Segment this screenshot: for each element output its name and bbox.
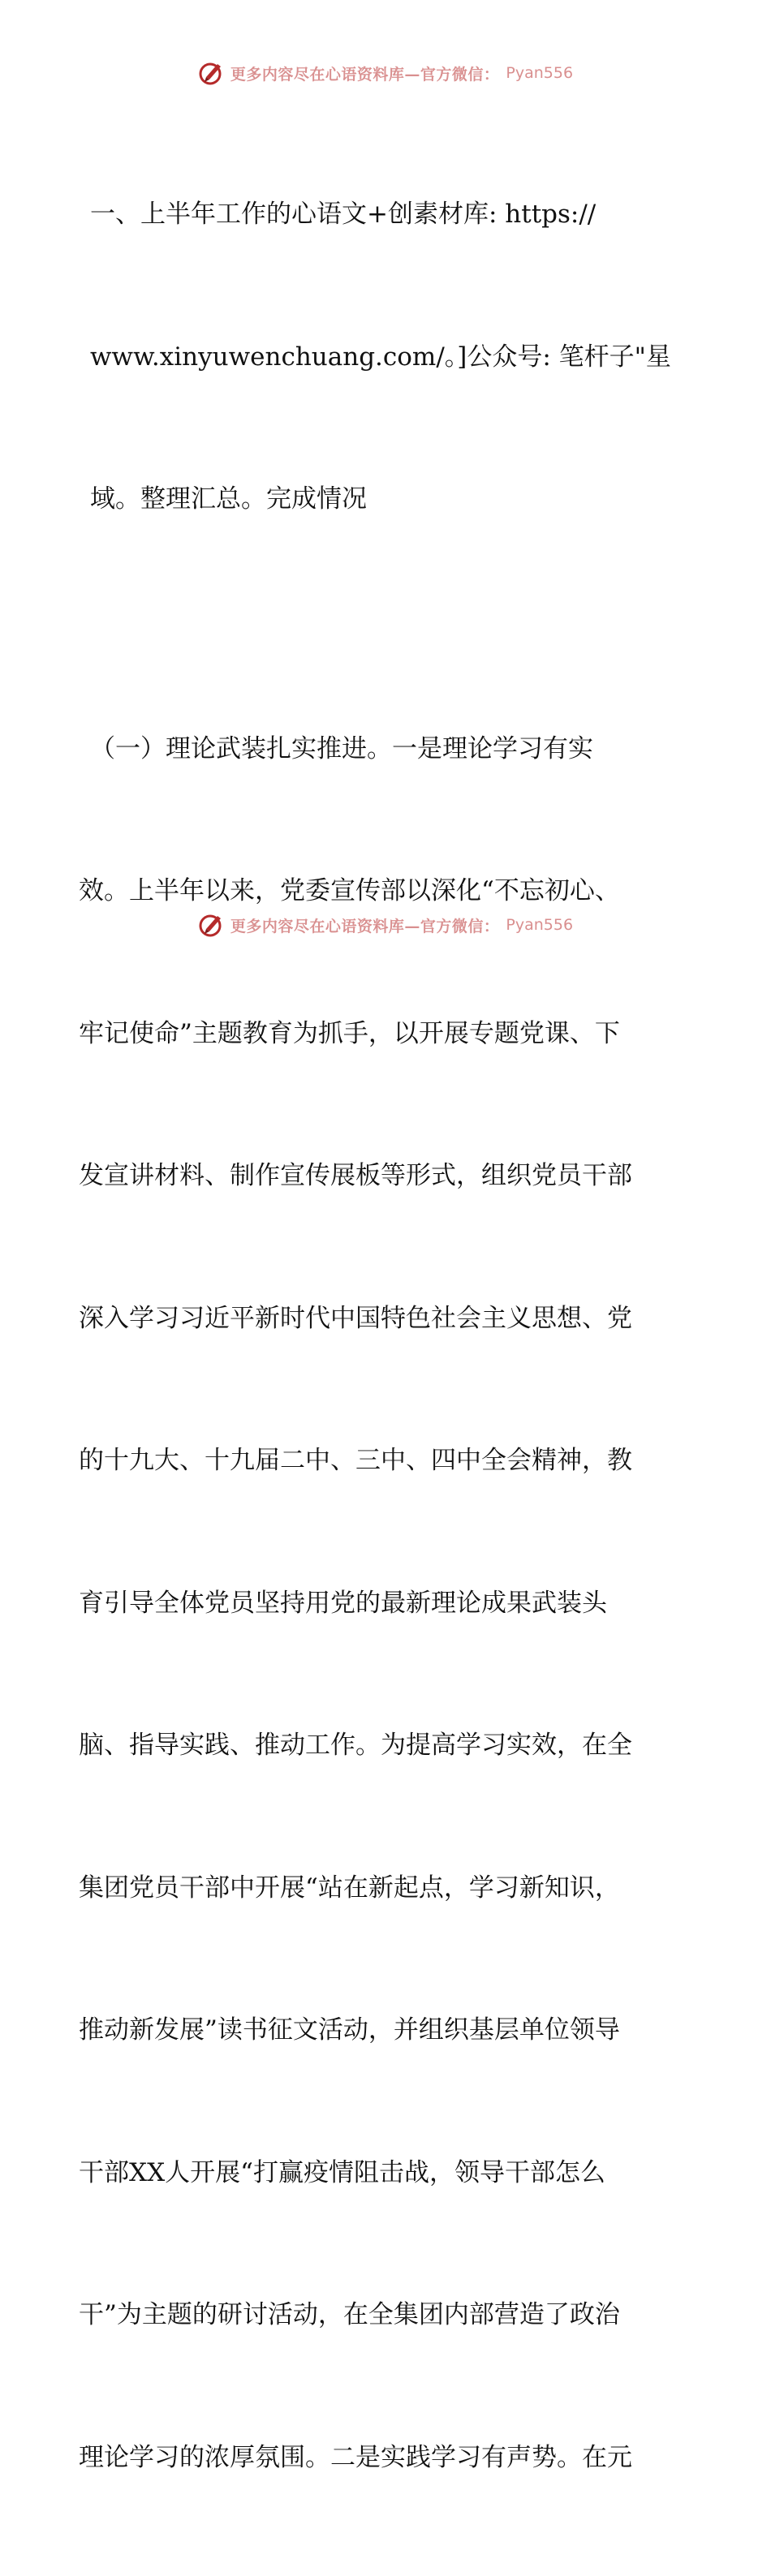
- body-line: （一）理论武装扎实推进。一是理论学习有实: [90, 725, 696, 773]
- pen-logo-icon: [198, 59, 226, 87]
- body-line: 深入学习习近平新时代中国特色社会主义思想、党: [79, 1295, 696, 1343]
- banner-text: 更多内容尽在心语资料库—官方微信：: [230, 914, 500, 936]
- heading-line: www.xinyuwenchuang.com/。]公众号: 笔杆子"星: [90, 333, 696, 381]
- body-line: 理论学习的浓厚氛围。二是实践学习有声势。在元: [79, 2434, 696, 2482]
- banner-wechat-id: Pyan556: [506, 916, 573, 934]
- body-line: 的十九大、十九届二中、三中、四中全会精神，教: [79, 1437, 696, 1485]
- body-line: 育引导全体党员坚持用党的最新理论成果武装头: [79, 1580, 696, 1628]
- banner-text: 更多内容尽在心语资料库—官方微信：: [230, 62, 500, 84]
- header-watermark-banner: [0, 57, 771, 89]
- body-line: 效。上半年以来，党委宣传部以深化“不忘初心、: [79, 867, 696, 915]
- section-heading: [90, 96, 696, 618]
- body-line: 发宣讲材料、制作宣传展板等形式，组织党员干部: [79, 1152, 696, 1200]
- heading-line: 一、上半年工作的心语文+创素材库: https://: [90, 191, 696, 239]
- banner-wechat-id: Pyan556: [506, 64, 573, 82]
- footer-watermark-banner: [0, 909, 771, 941]
- document-content: [79, 96, 696, 2576]
- body-line: 脑、指导实践、推动工作。为提高学习实效，在全: [79, 1722, 696, 1770]
- body-line: 推动新发展”读书征文活动，并组织基层单位领导: [79, 2006, 696, 2054]
- pen-logo-icon: [198, 911, 226, 939]
- body-line: 牢记使命”主题教育为抓手，以开展专题党课、下: [79, 1010, 696, 1058]
- heading-line: 域。整理汇总。完成情况: [90, 475, 696, 523]
- body-line: 干部XX人开展“打赢疫情阻击战，领导干部怎么: [79, 2149, 696, 2197]
- body-line: 干”为主题的研讨活动，在全集团内部营造了政治: [79, 2291, 696, 2339]
- body-line: 集团党员干部中开展“站在新起点，学习新知识，: [79, 1864, 696, 1912]
